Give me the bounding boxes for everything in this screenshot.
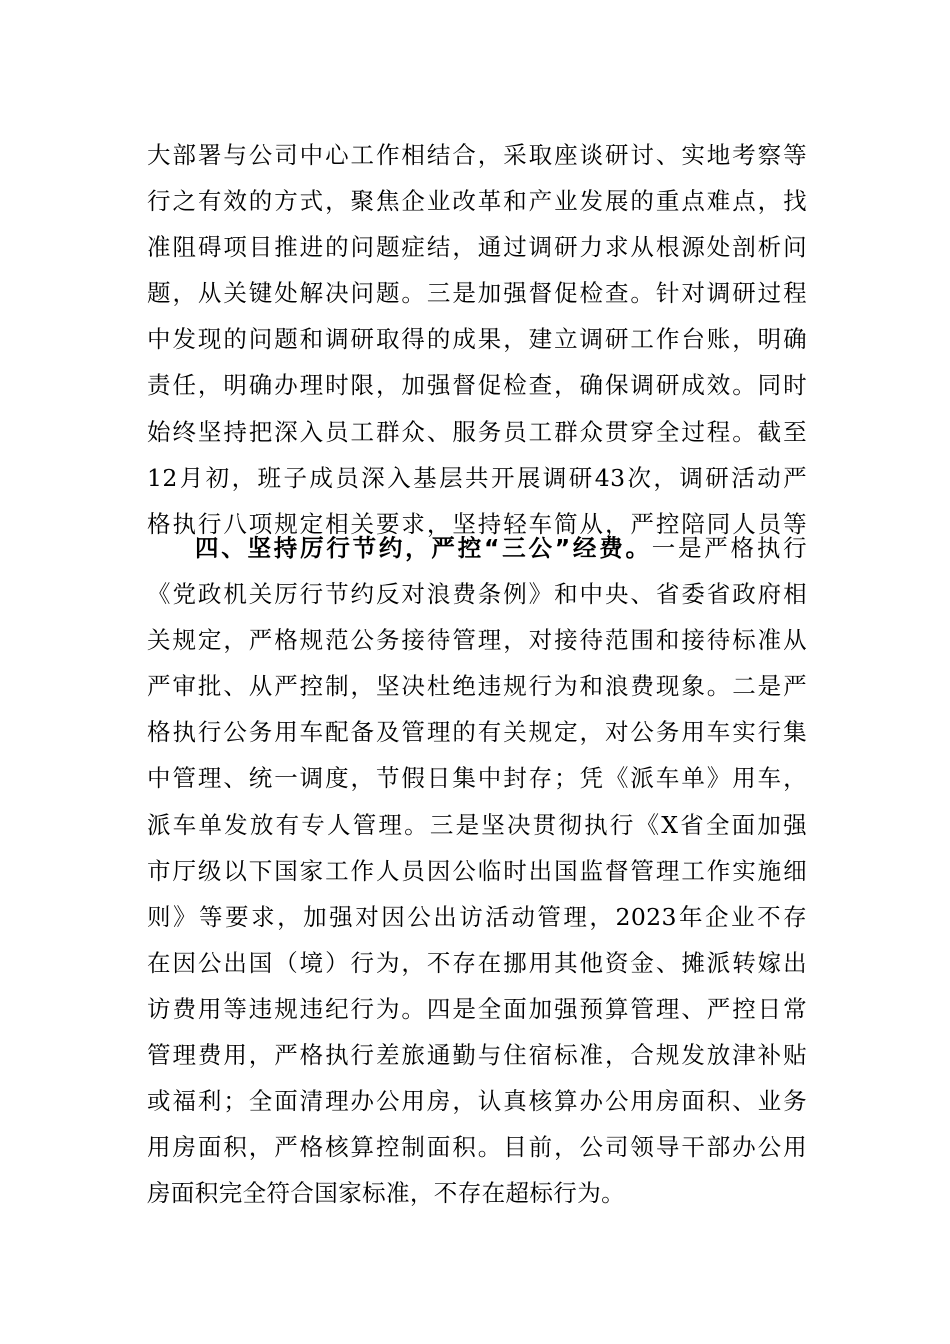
heading-line-rest: 一是严格执行 <box>651 534 807 562</box>
paragraph-line: 派车单发放有专人管理。三是坚决贯彻执行《X省全面加强 <box>147 810 807 839</box>
paragraph-line: 在因公出国（境）行为，不存在挪用其他资金、摊派转嫁出 <box>147 948 807 977</box>
paragraph-line: 始终坚持把深入员工群众、服务员工群众贯穿全过程。截至 <box>147 417 807 446</box>
paragraph-line: 格执行公务用车配备及管理的有关规定，对公务用车实行集 <box>147 718 807 747</box>
paragraph-line: 责任，明确办理时限，加强督促检查，确保调研成效。同时 <box>147 371 807 400</box>
paragraph-line: 用房面积，严格核算控制面积。目前，公司领导干部办公用 <box>147 1133 807 1162</box>
paragraph-line: 行之有效的方式，聚焦企业改革和产业发展的重点难点，找 <box>147 187 807 216</box>
section-heading: 四、坚持厉行节约，严控“三公”经费。 <box>195 534 652 562</box>
paragraph-last-line: 房面积完全符合国家标准，不存在超标行为。 <box>147 1179 625 1208</box>
paragraph-line: 12月初，班子成员深入基层共开展调研43次，调研活动严 <box>147 463 807 492</box>
paragraph-line: 市厅级以下国家工作人员因公临时出国监督管理工作实施细 <box>147 856 807 885</box>
paragraph-line: 准阻碍项目推进的问题症结，通过调研力求从根源处剖析问 <box>147 233 807 262</box>
paragraph-line: 大部署与公司中心工作相结合，采取座谈研讨、实地考察等 <box>147 141 807 169</box>
paragraph-line: 中发现的问题和调研取得的成果，建立调研工作台账，明确 <box>147 325 807 354</box>
paragraph-line: 格执行八项规定相关要求，坚持轻车简从，严控陪同人员等 <box>147 509 807 538</box>
paragraph-line: 关规定，严格规范公务接待管理，对接待范围和接待标准从 <box>147 626 807 655</box>
continued-paragraph <box>147 132 807 547</box>
paragraph-line: 《党政机关厉行节约反对浪费条例》和中央、省委省政府相 <box>147 580 807 609</box>
paragraph-line: 则》等要求，加强对因公出访活动管理，2023年企业不存 <box>147 902 807 931</box>
paragraph-line: 访费用等违规违纪行为。四是全面加强预算管理、严控日常 <box>147 994 807 1023</box>
paragraph-line: 管理费用，严格执行差旅通勤与住宿标准，合规发放津补贴 <box>147 1041 807 1070</box>
section-four-paragraph <box>147 525 807 1216</box>
paragraph-line: 题，从关键处解决问题。三是加强督促检查。针对调研过程 <box>147 279 807 308</box>
paragraph-line: 严审批、从严控制，坚决杜绝违规行为和浪费现象。二是严 <box>147 672 807 701</box>
paragraph-line: 中管理、统一调度，节假日集中封存；凭《派车单》用车， <box>147 764 807 793</box>
section-heading-line <box>147 525 807 571</box>
paragraph-line: 或福利；全面清理办公用房，认真核算办公用房面积、业务 <box>147 1087 807 1116</box>
